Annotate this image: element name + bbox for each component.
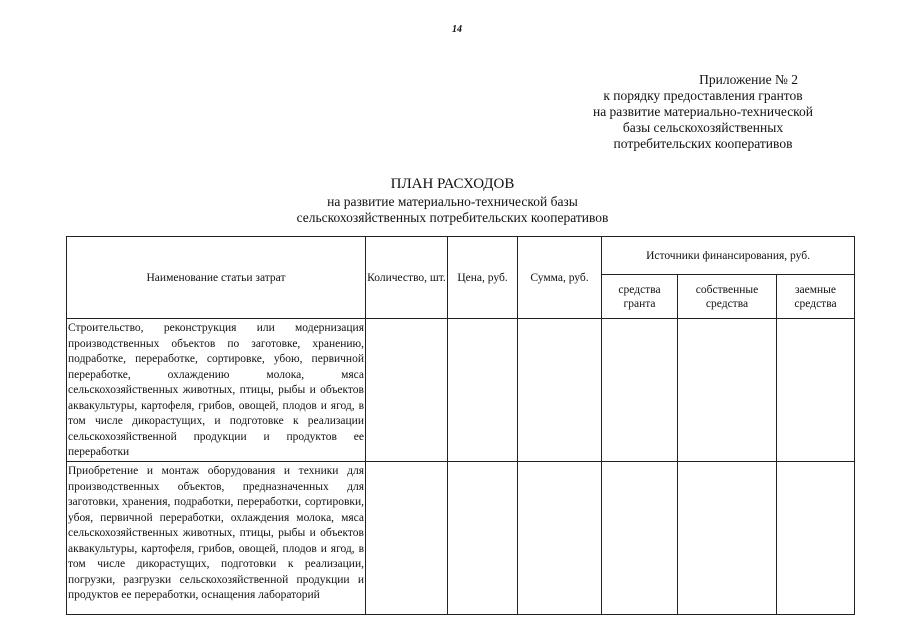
table-row (67, 462, 855, 615)
grant-funds-cell (602, 319, 678, 462)
appendix-header (553, 72, 853, 152)
quantity-cell (366, 462, 448, 615)
loan-funds-cell (777, 319, 855, 462)
header-price: Цена, руб. (448, 237, 518, 319)
document-title: ПЛАН РАСХОДОВ (390, 176, 515, 192)
header-loan-funds: заемные средства (777, 275, 855, 319)
own-funds-cell (678, 319, 777, 462)
subtitle-line: сельскохозяйственных потребительских кооперативов (296, 210, 609, 225)
appendix-line: потребительских кооперативов (613, 136, 793, 151)
expense-plan-table (66, 236, 855, 615)
subtitle-line: на развитие материально-технической базы (327, 194, 578, 209)
header-quantity: Количество, шт. (366, 237, 448, 319)
header-own-funds: собственные средства (678, 275, 777, 319)
document-subtitle (0, 194, 905, 226)
sum-cell (518, 319, 602, 462)
header-expense-item: Наименование статьи затрат (67, 237, 366, 319)
appendix-line: на развитие материально-технической (592, 104, 814, 119)
header-funding-sources: Источники финансирования, руб. (602, 237, 855, 275)
appendix-line: к порядку предоставления грантов (603, 88, 803, 103)
sum-cell (518, 462, 602, 615)
price-cell (448, 462, 518, 615)
appendix-title: Приложение № 2 (699, 72, 798, 87)
header-grant-funds: средства гранта (602, 275, 678, 319)
page-number: 14 (452, 24, 462, 35)
table-row (67, 319, 855, 462)
expense-item-name: Приобретение и монтаж оборудования и техники для производственных объектов, предназначенных для заготовки, хранения, подработки, переработки, сортировки, убоя, первичной переработки, охлаждения молока, мяса сельскохозяйственных животных, птицы, рыбы и объектов аквакультуры, картофеля, грибов, овощей, плодов и ягод, в том числе дикорастущих, подготовки к реализации, погрузки, разгрузки сельскохозяйственной продукции и продуктов ее переработки, оснащения лабораторий (67, 462, 366, 615)
quantity-cell (366, 319, 448, 462)
own-funds-cell (678, 462, 777, 615)
loan-funds-cell (777, 462, 855, 615)
header-sum: Сумма, руб. (518, 237, 602, 319)
expense-item-name: Строительство, реконструкция или модернизация производственных объектов по заготовке, хранению, подработке, переработке, сортировке, убою, первичной переработке, охлаждению молока, мяса сельскохозяйственных животных, птицы, рыбы и объектов аквакультуры, картофеля, грибов, овощей, плодов и ягод, в том числе дикорастущих, и подготовке к реализации сельскохозяйственной продукции и продуктов ее переработки (67, 319, 366, 462)
grant-funds-cell (602, 462, 678, 615)
price-cell (448, 319, 518, 462)
appendix-line: базы сельскохозяйственных (622, 120, 784, 135)
